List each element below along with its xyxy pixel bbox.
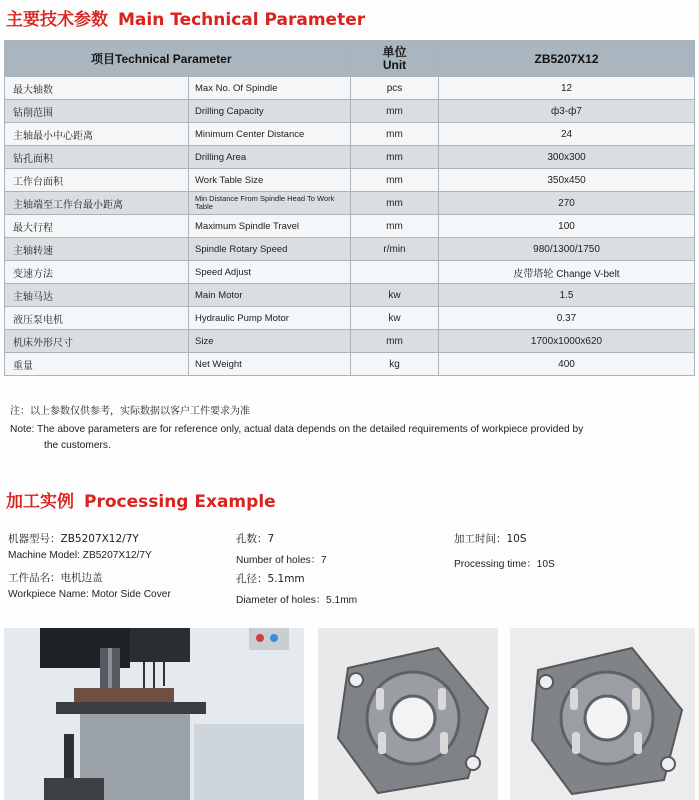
main-parameter-title <box>6 5 365 30</box>
row-unit: kw <box>351 284 439 307</box>
row-unit: mm <box>351 146 439 169</box>
table-row <box>5 284 695 307</box>
row-unit: mm <box>351 330 439 353</box>
note-cn: 注：以上参数仅供参考，实际数据以客户工件要求为准 <box>10 406 250 417</box>
note-en-line2: the customers. <box>44 440 111 451</box>
workpiece-photo-1 <box>318 628 498 800</box>
title-en: Processing Example <box>84 492 276 512</box>
note-en-line1: Note: The above parameters are for reference only, actual data depends on the detailed requirements of workpiece provided by <box>10 424 584 435</box>
title-cn: 加工实例 <box>6 492 74 512</box>
row-en: Speed Adjust <box>189 261 351 284</box>
row-cn: 钻孔面积 <box>5 146 189 169</box>
table-row <box>5 330 695 353</box>
row-cn: 钻削范围 <box>5 100 189 123</box>
row-unit: mm <box>351 192 439 215</box>
header-model: ZB5207X12 <box>439 41 695 77</box>
table-row <box>5 261 695 284</box>
row-unit: mm <box>351 123 439 146</box>
header-unit-en: Unit <box>382 57 407 72</box>
table-row <box>5 192 695 215</box>
table-row <box>5 123 695 146</box>
table-header-row <box>5 41 695 77</box>
row-en: Net Weight <box>189 353 351 376</box>
row-value: 1700x1000x620 <box>439 330 695 353</box>
time-cn: 加工时间：10S <box>454 533 527 545</box>
workpiece-cn: 工件品名：电机边盖 <box>8 572 103 584</box>
row-unit: pcs <box>351 77 439 100</box>
row-unit: mm <box>351 215 439 238</box>
row-unit: r/min <box>351 238 439 261</box>
row-en: Spindle Rotary Speed <box>189 238 351 261</box>
holes-cn: 孔数：7 <box>236 533 275 545</box>
row-cn: 主轴端至工作台最小距离 <box>5 192 189 215</box>
table-row <box>5 238 695 261</box>
row-value: 400 <box>439 353 695 376</box>
row-value: 350x450 <box>439 169 695 192</box>
workpiece-photo-2 <box>510 628 695 800</box>
row-en: Drilling Capacity <box>189 100 351 123</box>
processing-example-title <box>6 487 276 512</box>
row-cn: 重量 <box>5 353 189 376</box>
row-value: 980/1300/1750 <box>439 238 695 261</box>
row-value: 24 <box>439 123 695 146</box>
row-cn: 主轴转速 <box>5 238 189 261</box>
table-row <box>5 77 695 100</box>
row-value: 1.5 <box>439 284 695 307</box>
row-unit <box>351 261 439 284</box>
header-unit-cn: 单位 <box>382 44 407 59</box>
header-item: 项目Technical Parameter <box>5 41 351 77</box>
row-cn: 主轴马达 <box>5 284 189 307</box>
row-en: Maximum Spindle Travel <box>189 215 351 238</box>
row-cn: 变速方法 <box>5 261 189 284</box>
row-value: 12 <box>439 77 695 100</box>
row-en: Size <box>189 330 351 353</box>
row-value: 皮带塔轮 Change V-belt <box>439 261 695 284</box>
row-cn: 最大行程 <box>5 215 189 238</box>
row-unit: kg <box>351 353 439 376</box>
title-en: Main Technical Parameter <box>118 10 366 30</box>
table-row <box>5 146 695 169</box>
table-row <box>5 353 695 376</box>
row-en: Work Table Size <box>189 169 351 192</box>
row-unit: mm <box>351 169 439 192</box>
time-en: Processing time：10S <box>454 559 555 570</box>
table-row <box>5 100 695 123</box>
diameter-en: Diameter of holes：5.1mm <box>236 595 358 606</box>
table-row <box>5 307 695 330</box>
row-en: Min Distance From Spindle Head To Work Table <box>189 192 351 215</box>
table-row <box>5 169 695 192</box>
row-value: ф3-ф7 <box>439 100 695 123</box>
row-value: 0.37 <box>439 307 695 330</box>
machine-photo <box>4 628 304 800</box>
diameter-cn: 孔径：5.1mm <box>236 573 305 585</box>
row-cn: 机床外形尺寸 <box>5 330 189 353</box>
row-en: Main Motor <box>189 284 351 307</box>
row-value: 300x300 <box>439 146 695 169</box>
holes-en: Number of holes：7 <box>236 555 327 566</box>
row-cn: 主轴最小中心距离 <box>5 123 189 146</box>
row-en: Minimum Center Distance <box>189 123 351 146</box>
title-cn: 主要技术参数 <box>6 10 108 30</box>
row-value: 270 <box>439 192 695 215</box>
row-en: Hydraulic Pump Motor <box>189 307 351 330</box>
table-row <box>5 215 695 238</box>
workpiece-en: Workpiece Name: Motor Side Cover <box>8 589 171 600</box>
parameter-table <box>4 40 695 376</box>
row-en: Max No. Of Spindle <box>189 77 351 100</box>
machine-model-en: Machine Model: ZB5207X12/7Y <box>8 550 152 561</box>
row-unit: kw <box>351 307 439 330</box>
row-cn: 最大轴数 <box>5 77 189 100</box>
row-unit: mm <box>351 100 439 123</box>
row-cn: 液压泵电机 <box>5 307 189 330</box>
header-unit <box>351 41 439 77</box>
row-cn: 工作台面积 <box>5 169 189 192</box>
machine-model-cn: 机器型号：ZB5207X12/7Y <box>8 533 139 545</box>
row-en: Drilling Area <box>189 146 351 169</box>
row-value: 100 <box>439 215 695 238</box>
